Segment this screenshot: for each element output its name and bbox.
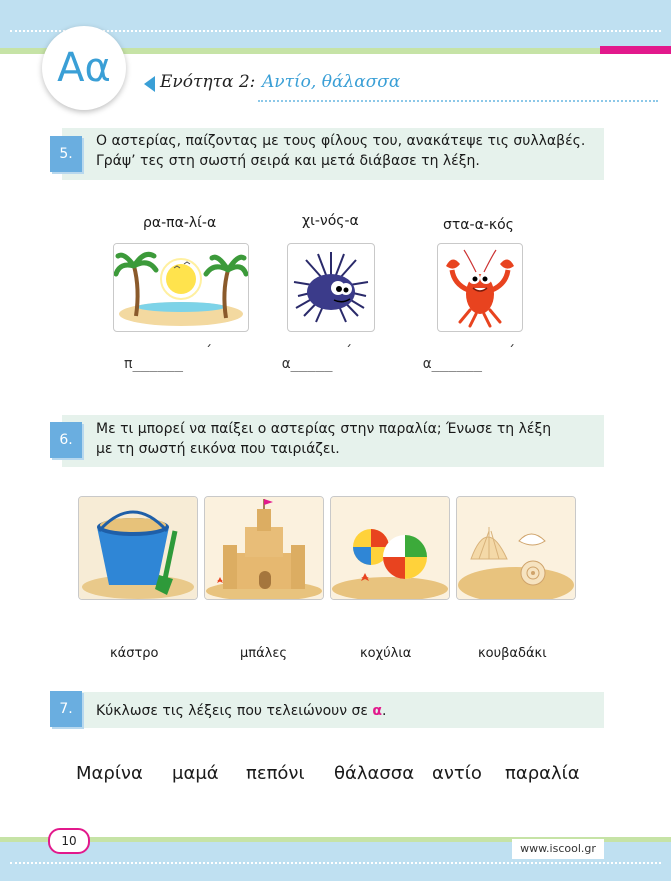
exercise-5-line-1: Ο αστερίας, παίζοντας με τους φίλους του, ανακάτεψε τις συλλαβές. [96,133,586,149]
word-marina[interactable]: Μαρίνα [76,763,143,784]
unit-title: Αντίο, θάλασσα [262,72,401,92]
accent-mark-3: ´ [508,344,515,360]
word-antio[interactable]: αντίο [432,763,482,784]
exercise-5-line-2: Γράψ’ τες στη σωστή σειρά και μετά διάβασε τη λέξη. [96,153,480,169]
word-mama[interactable]: μαμά [172,763,219,784]
beach-balls-icon [331,497,449,599]
answer-blank-3[interactable] [423,356,482,372]
exercise-7-instruction [96,701,386,721]
beach-palms-icon [114,244,248,331]
sea-urchin-image [287,243,375,332]
unit-underline [258,100,658,102]
exercise-6-number: 6. [50,422,82,458]
syllables-1: ρα-πα-λί-α [143,215,217,231]
exercise-7-text-end: . [382,703,387,719]
accent-mark-2: ´ [345,344,352,360]
sand-castle-icon [205,497,323,599]
lobster-icon [438,244,522,331]
syllables-3: στα-α-κός [443,217,514,233]
beach-palms-image [113,243,249,332]
seashells-image[interactable] [456,496,576,600]
top-pink-stripe [600,46,671,54]
exercise-6-line-1: Με τι μπορεί να παίξει ο αστερίας στην παραλία; Ένωσε τη λέξη [96,421,552,437]
chapter-logo: Αα [42,26,126,110]
accent-mark-1: ´ [205,344,212,360]
bottom-dotted-line [10,862,661,864]
top-dotted-line [10,30,661,32]
exercise-7-number: 7. [50,691,82,727]
answer-3-start: α [423,356,432,372]
answer-blank-2[interactable] [282,356,333,372]
unit-label: Ενότητα 2: [160,72,256,92]
bucket-and-shovel-icon [79,497,197,599]
exercise-5-instruction [96,131,585,171]
answer-blank-1[interactable] [124,356,183,372]
word-kastro[interactable]: κάστρο [110,646,159,661]
word-thalassa[interactable]: θάλασσα [334,763,415,784]
answer-2-start: α [282,356,291,372]
word-mpales[interactable]: μπάλες [240,646,288,661]
lobster-image [437,243,523,332]
answer-1-start: π [124,356,133,372]
word-kouvadaki[interactable]: κουβαδάκι [478,646,547,661]
answer-2-blanks: _____ [290,356,333,372]
exercise-7-highlight: α [372,703,383,719]
answer-1-blanks: ______ [132,356,184,372]
page-number: 10 [48,828,90,854]
sea-urchin-icon [288,244,374,331]
arrow-left-icon [144,76,155,92]
seashells-icon [457,497,575,599]
beach-balls-image[interactable] [330,496,450,600]
website-link[interactable]: www.iscool.gr [512,839,604,859]
syllables-2: χι-νός-α [302,213,359,229]
sand-castle-image[interactable] [204,496,324,600]
word-paralia[interactable]: παραλία [505,763,580,784]
bucket-image[interactable] [78,496,198,600]
exercise-6-instruction [96,419,551,459]
word-peponi[interactable]: πεπόνι [246,763,305,784]
answer-3-blanks: ______ [431,356,483,372]
exercise-6-line-2: με τη σωστή εικόνα που ταιριάζει. [96,441,340,457]
exercise-5-number: 5. [50,136,82,172]
exercise-7-text: Κύκλωσε τις λέξεις που τελειώνουν σε [96,703,373,719]
word-koxylia[interactable]: κοχύλια [360,646,412,661]
